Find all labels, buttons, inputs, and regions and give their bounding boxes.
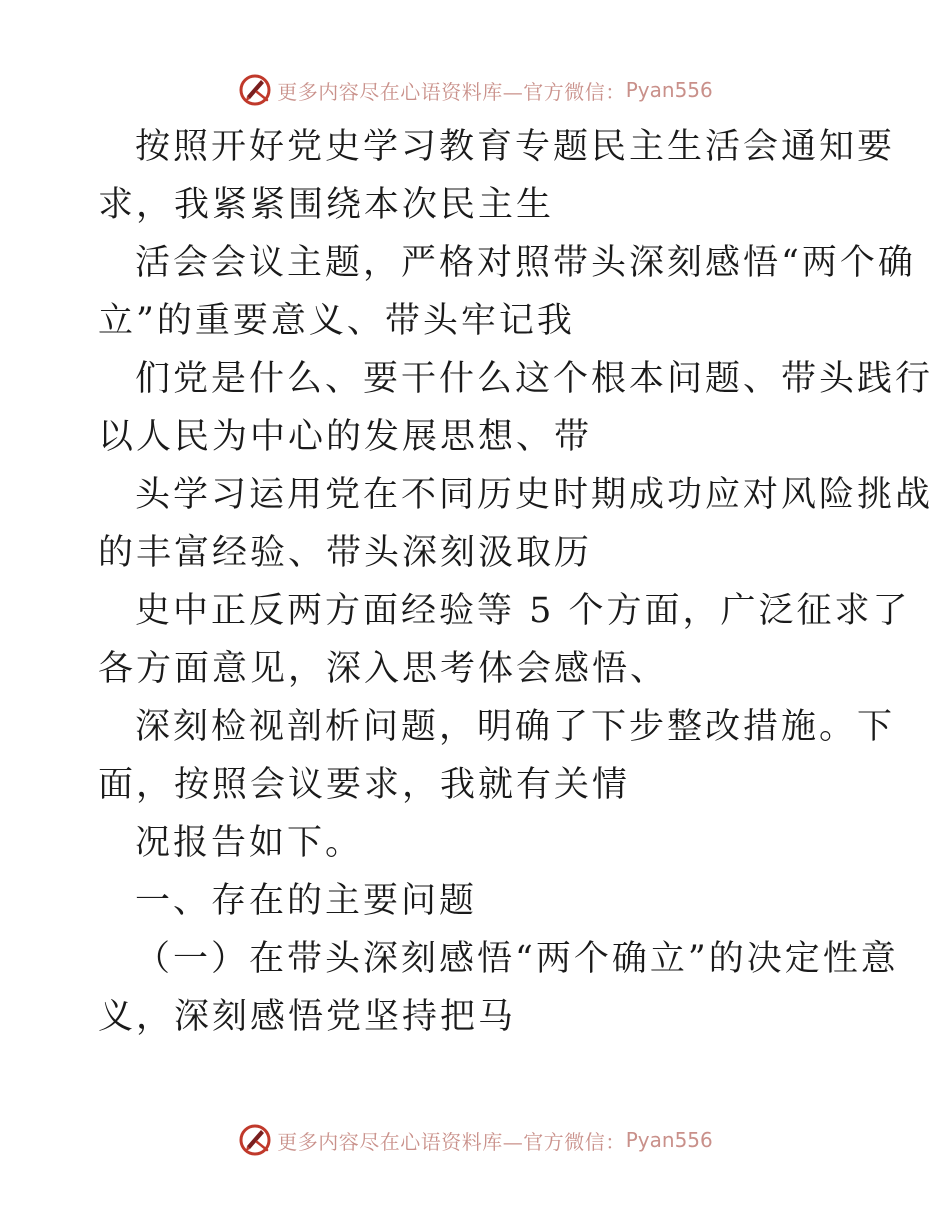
watermark-wechat-id: Pyan556 <box>625 78 713 102</box>
header-watermark <box>0 70 950 110</box>
watermark-wechat-id: Pyan556 <box>625 1128 713 1152</box>
body-line: 求，我紧紧围绕本次民主生 <box>98 185 555 225</box>
body-line: 况报告如下。 <box>135 823 364 863</box>
body-line: 以人民为中心的发展思想、带 <box>98 417 593 457</box>
body-line: 义，深刻感悟党坚持把马 <box>98 997 517 1037</box>
body-line: 活会会议主题，严格对照带头深刻感悟“两个确 <box>135 243 916 283</box>
body-line: 史中正反两方面经验等 5 个方面，广泛征求了 <box>135 591 911 631</box>
body-line: 立”的重要意义、带头牢记我 <box>98 301 575 341</box>
document-body <box>98 118 934 1046</box>
body-line: 按照开好党史学习教育专题民主生活会通知要 <box>135 127 896 167</box>
section-heading: 一、存在的主要问题 <box>135 881 478 921</box>
body-line: 面，按照会议要求，我就有关情 <box>98 765 631 805</box>
body-line: 深刻检视剖析问题，明确了下步整改措施。下 <box>135 707 896 747</box>
watermark-text: 更多内容尽在心语资料库—官方微信： <box>277 1129 626 1154</box>
body-line: 头学习运用党在不同历史时期成功应对风险挑战 <box>135 475 934 515</box>
pen-logo-icon <box>237 72 273 108</box>
body-line: 的丰富经验、带头深刻汲取历 <box>98 533 593 573</box>
subsection-heading: （一）在带头深刻感悟“两个确立”的决定性意 <box>135 939 899 979</box>
watermark-text: 更多内容尽在心语资料库—官方微信： <box>277 79 626 104</box>
footer-watermark <box>0 1120 950 1160</box>
body-line: 各方面意见，深入思考体会感悟、 <box>98 649 669 689</box>
pen-logo-icon <box>237 1122 273 1158</box>
body-line: 们党是什么、要干什么这个根本问题、带头践行 <box>135 359 934 399</box>
